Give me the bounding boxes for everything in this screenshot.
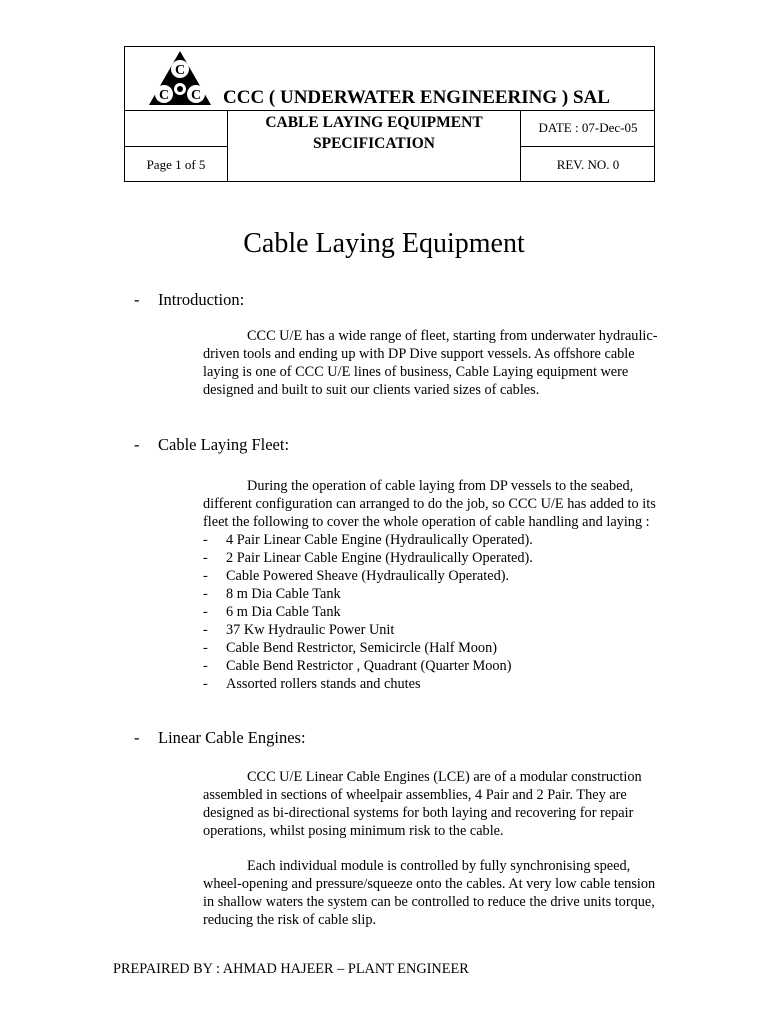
svg-text:C: C xyxy=(190,88,202,103)
bullet-dash: - xyxy=(203,532,208,548)
heading-dash: - xyxy=(134,290,140,309)
paragraph-text: During the operation of cable laying from DP vessels to the seabed, different configuration can arranged to do the job, so CCC U/E has added to its fleet the following to cover the whole operation of cable handling and laying : xyxy=(203,478,656,530)
svg-text:C: C xyxy=(174,63,186,78)
bullet-dash: - xyxy=(203,658,208,674)
list-item xyxy=(203,621,663,639)
heading-dash: - xyxy=(134,728,140,747)
section-heading-introduction xyxy=(134,290,244,310)
list-item-text: Cable Bend Restrictor , Quadrant (Quarter Moon) xyxy=(226,658,512,674)
document-footer: PREPAIRED BY : AHMAD HAJEER – PLANT ENGINEER xyxy=(113,961,469,977)
list-item xyxy=(203,531,663,549)
heading-dash: - xyxy=(134,435,140,454)
list-item xyxy=(203,549,663,567)
list-item xyxy=(203,657,663,675)
list-item xyxy=(203,585,663,603)
list-item-text: Cable Powered Sheave (Hydraulically Operated). xyxy=(226,568,510,584)
document-header xyxy=(124,46,655,182)
bullet-dash: - xyxy=(203,622,208,638)
bullet-dash: - xyxy=(203,586,208,602)
list-item-text: 37 Kw Hydraulic Power Unit xyxy=(226,622,395,638)
bullet-dash: - xyxy=(203,676,208,692)
header-top-row xyxy=(125,47,654,110)
list-item xyxy=(203,567,663,585)
section-heading-fleet xyxy=(134,435,289,455)
header-divider xyxy=(125,110,654,111)
list-item-text: 2 Pair Linear Cable Engine (Hydraulically Operated). xyxy=(226,550,533,566)
company-name: CCC ( UNDERWATER ENGINEERING ) SAL xyxy=(223,87,610,108)
heading-text: Cable Laying Fleet: xyxy=(158,435,290,454)
header-divider xyxy=(125,146,227,147)
company-logo xyxy=(147,49,213,107)
spec-line-2: SPECIFICATION xyxy=(312,135,435,152)
lce-paragraph-1 xyxy=(203,768,663,840)
document-spec-title xyxy=(228,112,520,154)
bullet-dash: - xyxy=(203,604,208,620)
fleet-list xyxy=(203,531,663,693)
bullet-dash: - xyxy=(203,550,208,566)
paragraph-text: CCC U/E Linear Cable Engines (LCE) are of a modular construction assembled in sections of wheelpair assemblies, 4 Pair and 2 Pair. They are designed as bi-directional systems for both laying and recovering for repair operations, whilst posing minimum risk to the cable. xyxy=(203,769,642,839)
list-item-text: 4 Pair Linear Cable Engine (Hydraulically Operated). xyxy=(226,532,533,548)
list-item xyxy=(203,639,663,657)
revision-number: REV. NO. 0 xyxy=(556,157,620,172)
heading-text: Linear Cable Engines: xyxy=(158,728,306,747)
paragraph-text: CCC U/E has a wide range of fleet, starting from underwater hydraulic-driven tools and ending up with DP Dive support vessels. As offshore cable laying is one of CCC U/E lines of business, Cable Laying equipment were designed and built to suit our clients varied sizes of cables. xyxy=(203,328,658,398)
list-item-text: Assorted rollers stands and chutes xyxy=(226,676,421,692)
lce-paragraph-2 xyxy=(203,857,663,929)
list-item xyxy=(203,603,663,621)
document-date: DATE : 07-Dec-05 xyxy=(538,120,638,135)
list-item-text: Cable Bend Restrictor, Semicircle (Half Moon) xyxy=(226,640,497,656)
page-number: Page 1 of 5 xyxy=(146,157,206,172)
fleet-paragraph xyxy=(203,477,663,531)
svg-text:C: C xyxy=(158,88,170,103)
list-item xyxy=(203,675,663,693)
list-item-text: 8 m Dia Cable Tank xyxy=(226,586,341,602)
introduction-paragraph xyxy=(203,327,663,399)
list-item-text: 6 m Dia Cable Tank xyxy=(226,604,341,620)
paragraph-text: Each individual module is controlled by fully synchronising speed, wheel-opening and pressure/squeeze onto the cables. At very low cable tension in shallow waters the system can be controlled to reduce the drive units torque, reducing the risk of cable slip. xyxy=(203,858,656,928)
heading-text: Introduction: xyxy=(158,290,245,309)
fleet-section-body xyxy=(203,477,663,693)
header-divider xyxy=(521,146,655,147)
spec-line-1: CABLE LAYING EQUIPMENT xyxy=(265,114,483,131)
section-heading-linear-cable-engines xyxy=(134,728,306,748)
bullet-dash: - xyxy=(203,568,208,584)
bullet-dash: - xyxy=(203,640,208,656)
page-title: Cable Laying Equipment xyxy=(243,228,525,259)
